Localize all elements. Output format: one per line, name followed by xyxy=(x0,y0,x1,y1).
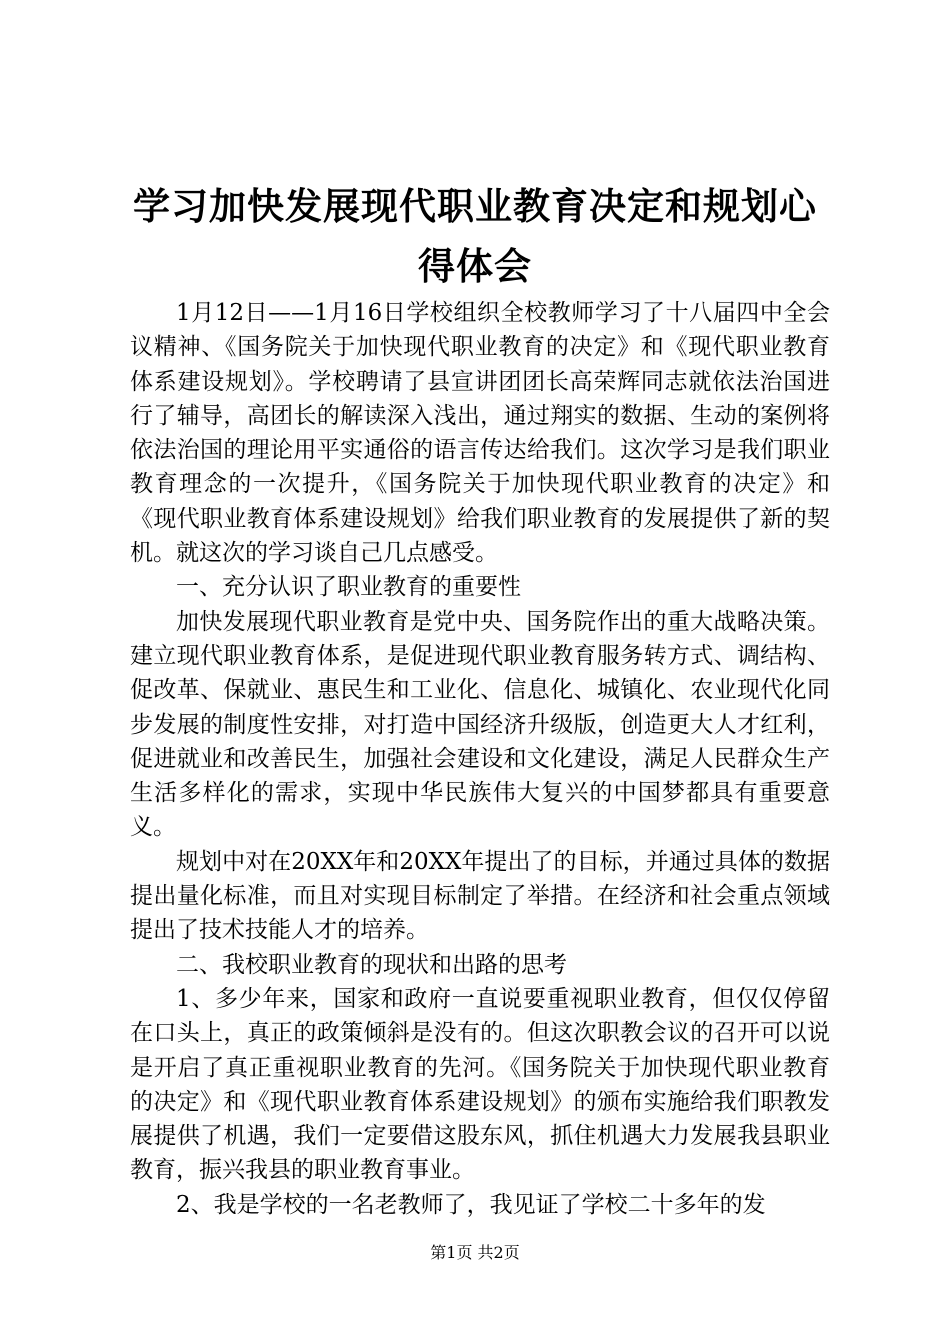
paragraph-point-1: 1、多少年来，国家和政府一直说要重视职业教育，但仅仅停留在口头上，真正的政策倾斜是没有的。但这次职教会议的召开可以说是开启了真正重视职业教育的先河。《国务院关于加快现代职业教育的决定》和《现代职业教育体系建设规划》的颁布实施给我们职教发展提供了机遇，我们一定要借这股东风，抓住机遇大力发展我县职业教育，振兴我县的职业教育事业。 xyxy=(130,985,830,1184)
paragraph-importance: 加快发展现代职业教育是党中央、国务院作出的重大战略决策。建立现代职业教育体系，是促进现代职业教育服务转方式、调结构、促改革、保就业、惠民生和工业化、信息化、城镇化、农业现代化同步发展的制度性安排，对打造中国经济升级版，创造更大人才红利，促进就业和改善民生，加强社会建设和文化建设，满足人民群众生产生活多样化的需求，实现中华民族伟大复兴的中国梦都具有重要意义。 xyxy=(130,608,830,841)
section-heading-1: 一、充分认识了职业教育的重要性 xyxy=(176,574,521,601)
document-title: 学习加快发展现代职业教育决定和规划心得体会 xyxy=(133,184,817,288)
paragraph-intro: 1月12日——1月16日学校组织全校教师学习了十八届四中全会议精神、《国务院关于加快现代职业教育的决定》和《现代职业教育体系建设规划》。学校聘请了县宣讲团团长高荣辉同志就依法治国进行了辅导，高团长的解读深入浅出，通过翔实的数据、生动的案例将依法治国的理论用平实通俗的语言传达给我们。这次学习是我们职业教育理念的一次提升，《国务院关于加快现代职业教育的决定》和《现代职业教育体系建设规划》给我们职业教育的发展提供了新的契机。就这次的学习谈自己几点感受。 xyxy=(130,300,830,567)
paragraph-plan-goals: 规划中对在20XX年和20XX年提出了的目标，并通过具体的数据提出量化标准，而且对实现目标制定了举措。在经济和社会重点领域提出了技术技能人才的培养。 xyxy=(130,848,830,944)
section-heading-2: 二、我校职业教育的现状和出路的思考 xyxy=(176,951,567,978)
paragraph-point-2: 2、我是学校的一名老教师了，我见证了学校二十多年的发 xyxy=(176,1191,766,1218)
page-footer: 第1页 共2页 xyxy=(430,1243,520,1262)
document-body xyxy=(130,296,830,1222)
